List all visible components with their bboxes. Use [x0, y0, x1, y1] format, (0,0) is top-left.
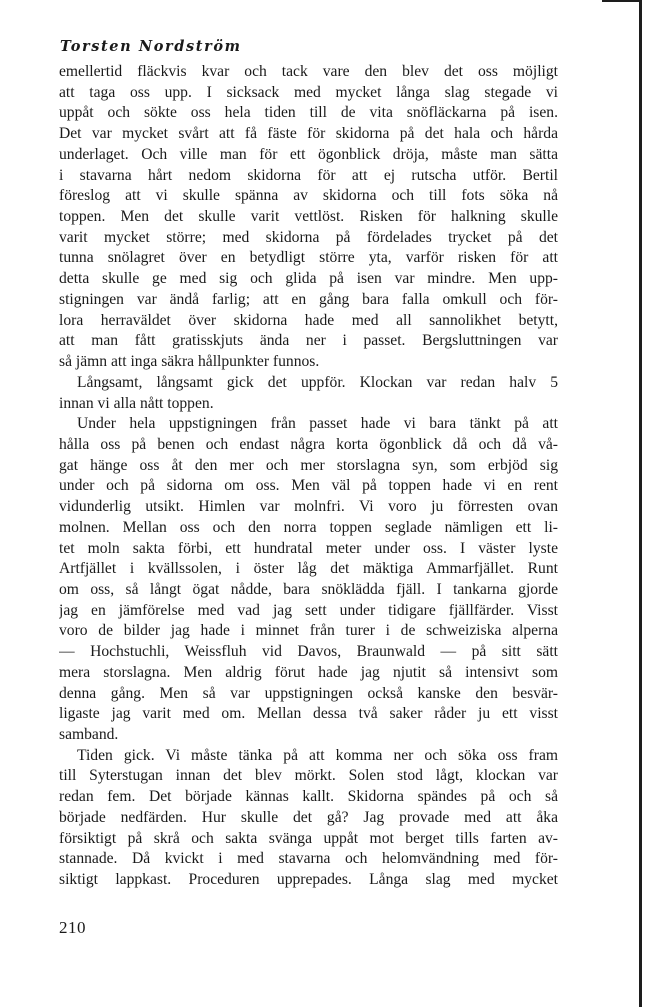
- paragraph: [59, 373, 558, 414]
- text-line: tet moln sakta förbi, ett hundratal meter under oss. I väster lyste: [59, 539, 558, 557]
- text-line: att taga oss upp. I sicksack med mycket långa slag stegade vi: [59, 83, 558, 101]
- text-line: uppåt och sökte oss hela tiden till de vita snöfläckarna på isen.: [59, 104, 558, 122]
- text-line: Långsamt, långsamt gick det uppför. Klockan var redan halv 5: [77, 373, 558, 391]
- text-line: började nedfärden. Hur skulle det gå? Jag provade med att åka: [59, 808, 558, 826]
- page-edge-corner: [602, 0, 642, 2]
- page-edge-border: [639, 0, 642, 1007]
- text-line: denna gång. Men så var uppstigningen också kanske den besvär-: [59, 684, 558, 702]
- text-line: gat hänge oss åt den mer och mer storslagna syn, som erbjöd sig: [59, 456, 558, 474]
- text-line: innan vi alla nått toppen.: [59, 394, 214, 412]
- text-line: toppen. Men det skulle varit vettlöst. Risken för halkning skulle: [59, 208, 558, 226]
- text-line: så jämn att inga säkra hållpunkter funnos.: [59, 353, 320, 371]
- text-line: detta skulle ge med sig och glida på isen var mindre. Men upp-: [59, 270, 558, 288]
- paragraph: [59, 62, 558, 373]
- text-line: ligaste jag varit med om. Mellan dessa två saker råder ju ett visst: [59, 705, 558, 723]
- text-line: lora herraväldet över skidorna hade med all sannolikhet betytt,: [59, 311, 558, 329]
- text-line: tunna snölagret över en betydligt större yta, varför risken för att: [59, 249, 558, 267]
- text-line: Det var mycket svårt att få fäste för skidorna på det hala och hårda: [59, 125, 558, 143]
- text-line: föreslog att vi skulle spänna av skidorna och till fots söka nå: [59, 187, 558, 205]
- text-line: varit mycket större; med skidorna på fördelades trycket på det: [59, 228, 558, 246]
- text-line: Artfjället i kvällssolen, i öster låg det mäktiga Ammarfjället. Runt: [59, 560, 558, 578]
- text-line: stigningen var ändå farlig; att en gång bara falla omkull och för-: [59, 290, 558, 308]
- text-line: emellertid fläckvis kvar och tack vare den blev det oss möjligt: [59, 63, 558, 80]
- text-line: siktigt lappkast. Proceduren upprepades. Långa slag med mycket: [59, 871, 558, 889]
- running-head: Torsten Nordström: [60, 38, 242, 55]
- text-line: voro de bilder jag hade i minnet från turer i de schweiziska alperna: [59, 622, 558, 640]
- text-line: försiktigt på skrå och sakta svänga uppåt mot berget tills farten av-: [59, 829, 558, 847]
- page-number: 210: [59, 918, 86, 937]
- text-line: till Syterstugan innan det blev mörkt. Solen stod lågt, klockan var: [59, 767, 558, 785]
- paragraph: [59, 414, 558, 746]
- text-line: — Hochstuchli, Weissfluh vid Davos, Braunwald — på sitt sätt: [59, 643, 558, 661]
- text-line: i stavarna hårt nedom skidorna för att ej rutscha utför. Bertil: [59, 166, 558, 184]
- text-line: mera storslagna. Men aldrig förut hade jag njutit så intensivt som: [59, 663, 558, 681]
- text-line: samband.: [59, 726, 119, 743]
- text-line: vidunderlig utsikt. Himlen var molnfri. Vi voro ju förresten ovan: [59, 498, 558, 516]
- text-line: Under hela uppstigningen från passet hade vi bara tänkt på att: [77, 415, 558, 433]
- text-line: om oss, så långt ögat nådde, bara snöklädda fjäll. I tankarna gjorde: [59, 580, 558, 598]
- text-line: jag en jämförelse med vad jag sett under tidigare fjällfärder. Visst: [59, 601, 558, 619]
- text-line: Tiden gick. Vi måste tänka på att komma ner och söka oss fram: [77, 746, 558, 764]
- text-line: stannade. Då kvickt i med stavarna och helomvändning med för-: [59, 850, 558, 868]
- text-line: molnen. Mellan oss och den norra toppen seglade nämligen ett li-: [59, 518, 558, 536]
- text-line: under och på sidorna om oss. Men väl på toppen hade vi en rent: [59, 477, 558, 495]
- paragraph: [59, 746, 558, 891]
- body-text: [59, 62, 558, 891]
- text-line: redan fem. Det började kännas kallt. Skidorna spändes på och så: [59, 788, 558, 806]
- text-line: hålla oss på benen och endast några korta ögonblick då och då vå-: [59, 435, 558, 453]
- text-line: underlaget. Och ville man för ett ögonblick dröja, måste man sätta: [59, 145, 558, 163]
- text-line: att man fått gratisskjuts ända ner i passet. Bergsluttningen var: [59, 332, 558, 350]
